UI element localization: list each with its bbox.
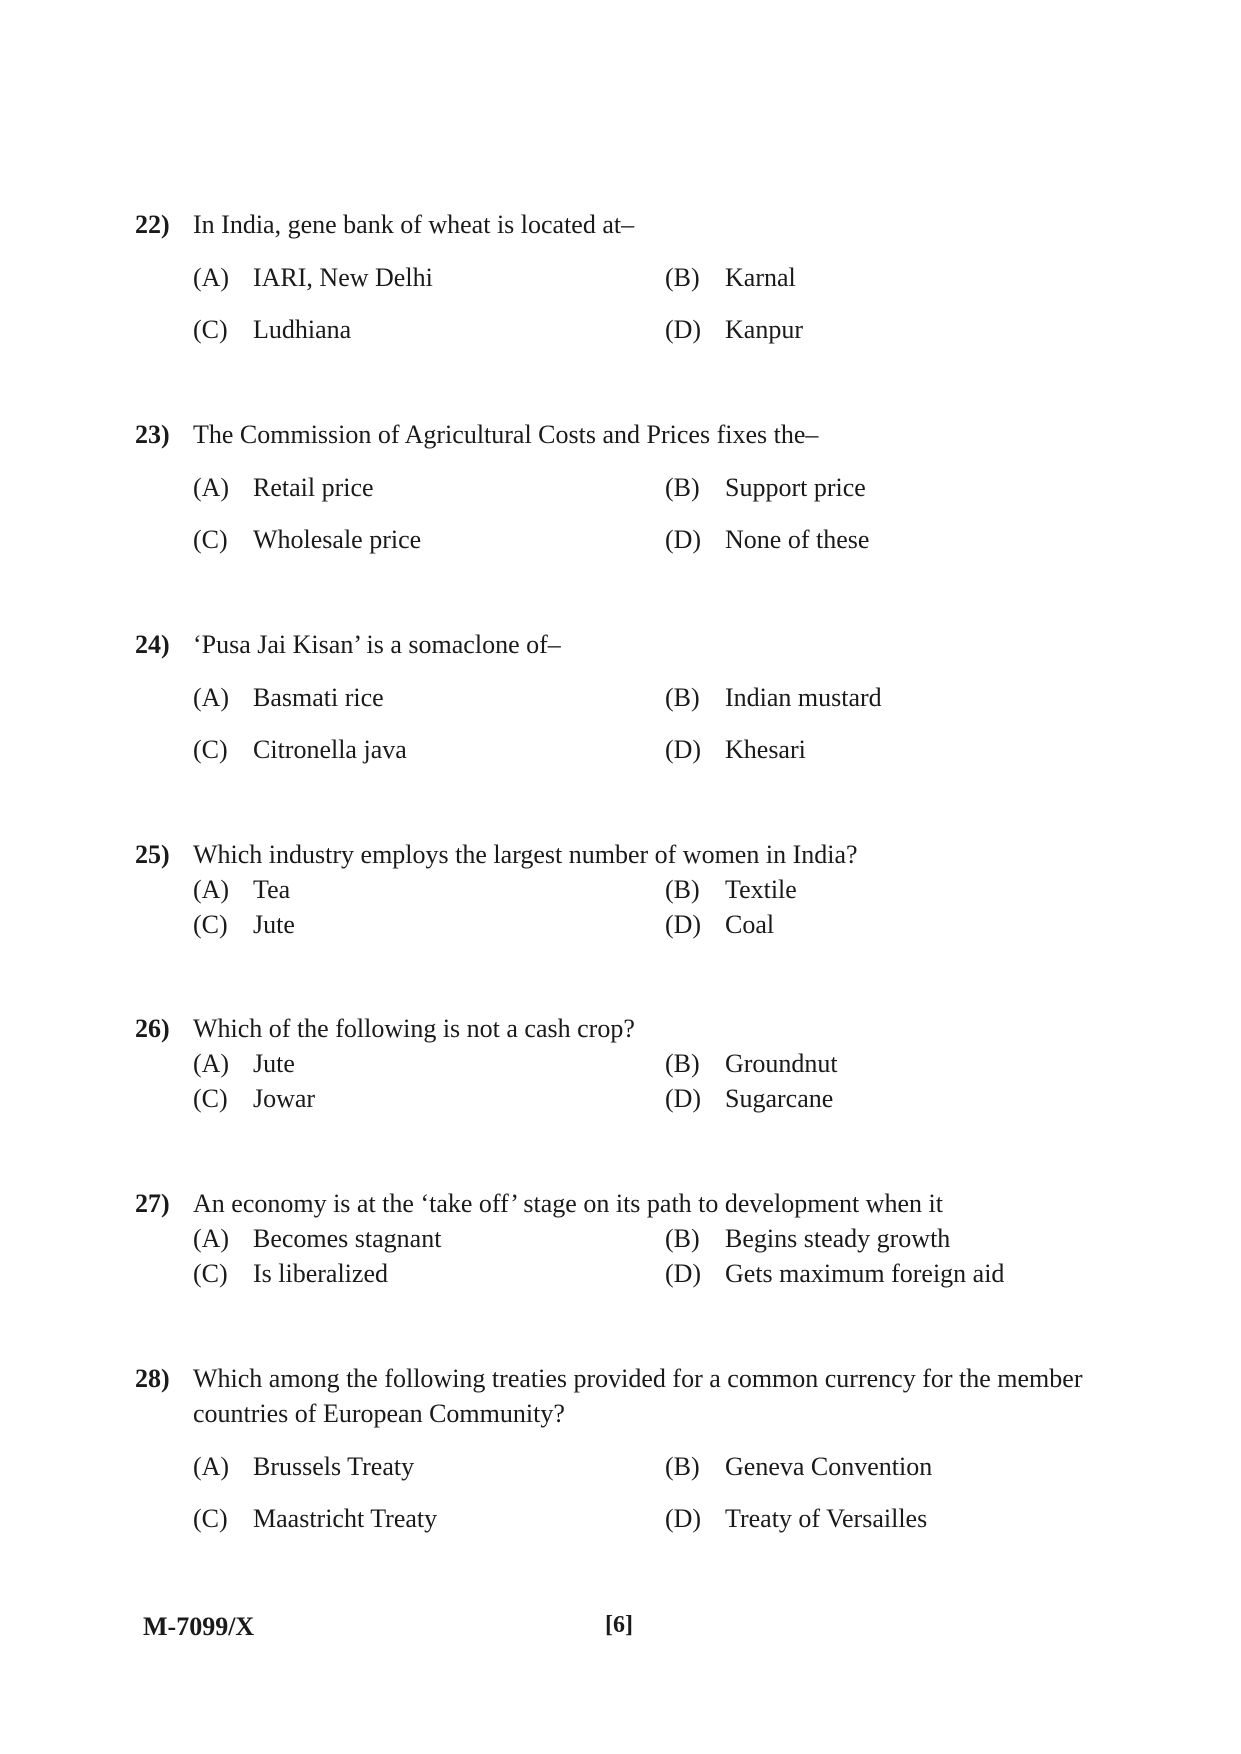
paper-code: M-7099/X: [143, 1612, 255, 1641]
option-c: (C) Jute: [193, 910, 295, 939]
option-b: (B) Textile: [665, 875, 797, 904]
option-c: (C) Ludhiana: [193, 315, 352, 344]
question-number: 28): [135, 1364, 170, 1393]
options-grid: [193, 1046, 1135, 1116]
option-d: (D) Treaty of Versailles: [665, 1504, 928, 1533]
question-text: Which industry employs the largest number of women in India?: [193, 840, 858, 869]
option-a: (A) Becomes stagnant: [193, 1224, 442, 1253]
options-grid: [193, 1221, 1135, 1291]
question-text: The Commission of Agricultural Costs and Prices fixes the–: [193, 420, 819, 449]
option-a: (A) Tea: [193, 875, 291, 904]
option-d: (D) Coal: [665, 910, 775, 939]
option-d: (D) Kanpur: [665, 315, 803, 344]
option-b: (B) Support price: [665, 473, 866, 502]
option-a: (A) Brussels Treaty: [193, 1452, 415, 1481]
option-b: (B) Geneva Convention: [665, 1452, 933, 1481]
question-number: 22): [135, 210, 170, 239]
question-24: [135, 627, 1135, 767]
question-number: 27): [135, 1189, 170, 1218]
option-d: (D) Khesari: [665, 735, 806, 764]
option-d: (D) None of these: [665, 525, 870, 554]
options-grid: [193, 1449, 1135, 1536]
option-d: (D) Sugarcane: [665, 1084, 834, 1113]
option-c: (C) Is liberalized: [193, 1259, 388, 1288]
question-number: 25): [135, 840, 170, 869]
option-a: (A) Retail price: [193, 473, 374, 502]
option-c: (C) Jowar: [193, 1084, 316, 1113]
question-text: Which among the following treaties provided for a common currency for the member countries of European Community?: [193, 1364, 1083, 1428]
option-a: (A) IARI, New Delhi: [193, 263, 433, 292]
question-number: 24): [135, 630, 170, 659]
question-27: [135, 1186, 1135, 1291]
question-number: 23): [135, 420, 170, 449]
option-d: (D) Gets maximum foreign aid: [665, 1259, 1005, 1288]
option-a: (A) Jute: [193, 1049, 295, 1078]
options-grid: [193, 470, 1135, 557]
question-22: [135, 207, 1135, 347]
question-text: An economy is at the ‘take off’ stage on its path to development when it: [193, 1189, 943, 1218]
question-text: In India, gene bank of wheat is located at–: [193, 210, 635, 239]
question-text: ‘Pusa Jai Kisan’ is a somaclone of–: [193, 630, 561, 659]
question-23: [135, 417, 1135, 557]
options-grid: [193, 872, 1135, 942]
option-c: (C) Wholesale price: [193, 525, 422, 554]
options-grid: [193, 260, 1135, 347]
option-b: (B) Karnal: [665, 263, 796, 292]
option-c: (C) Maastricht Treaty: [193, 1504, 438, 1533]
option-a: (A) Basmati rice: [193, 683, 384, 712]
question-text: Which of the following is not a cash crop?: [193, 1014, 635, 1043]
options-grid: [193, 680, 1135, 767]
option-c: (C) Citronella java: [193, 735, 407, 764]
question-26: [135, 1011, 1135, 1116]
option-b: (B) Indian mustard: [665, 683, 882, 712]
option-b: (B) Groundnut: [665, 1049, 838, 1078]
page-number: [6]: [605, 1612, 633, 1638]
question-28: [135, 1361, 1135, 1536]
option-b: (B) Begins steady growth: [665, 1224, 951, 1253]
question-number: 26): [135, 1014, 170, 1043]
question-25: [135, 837, 1135, 942]
